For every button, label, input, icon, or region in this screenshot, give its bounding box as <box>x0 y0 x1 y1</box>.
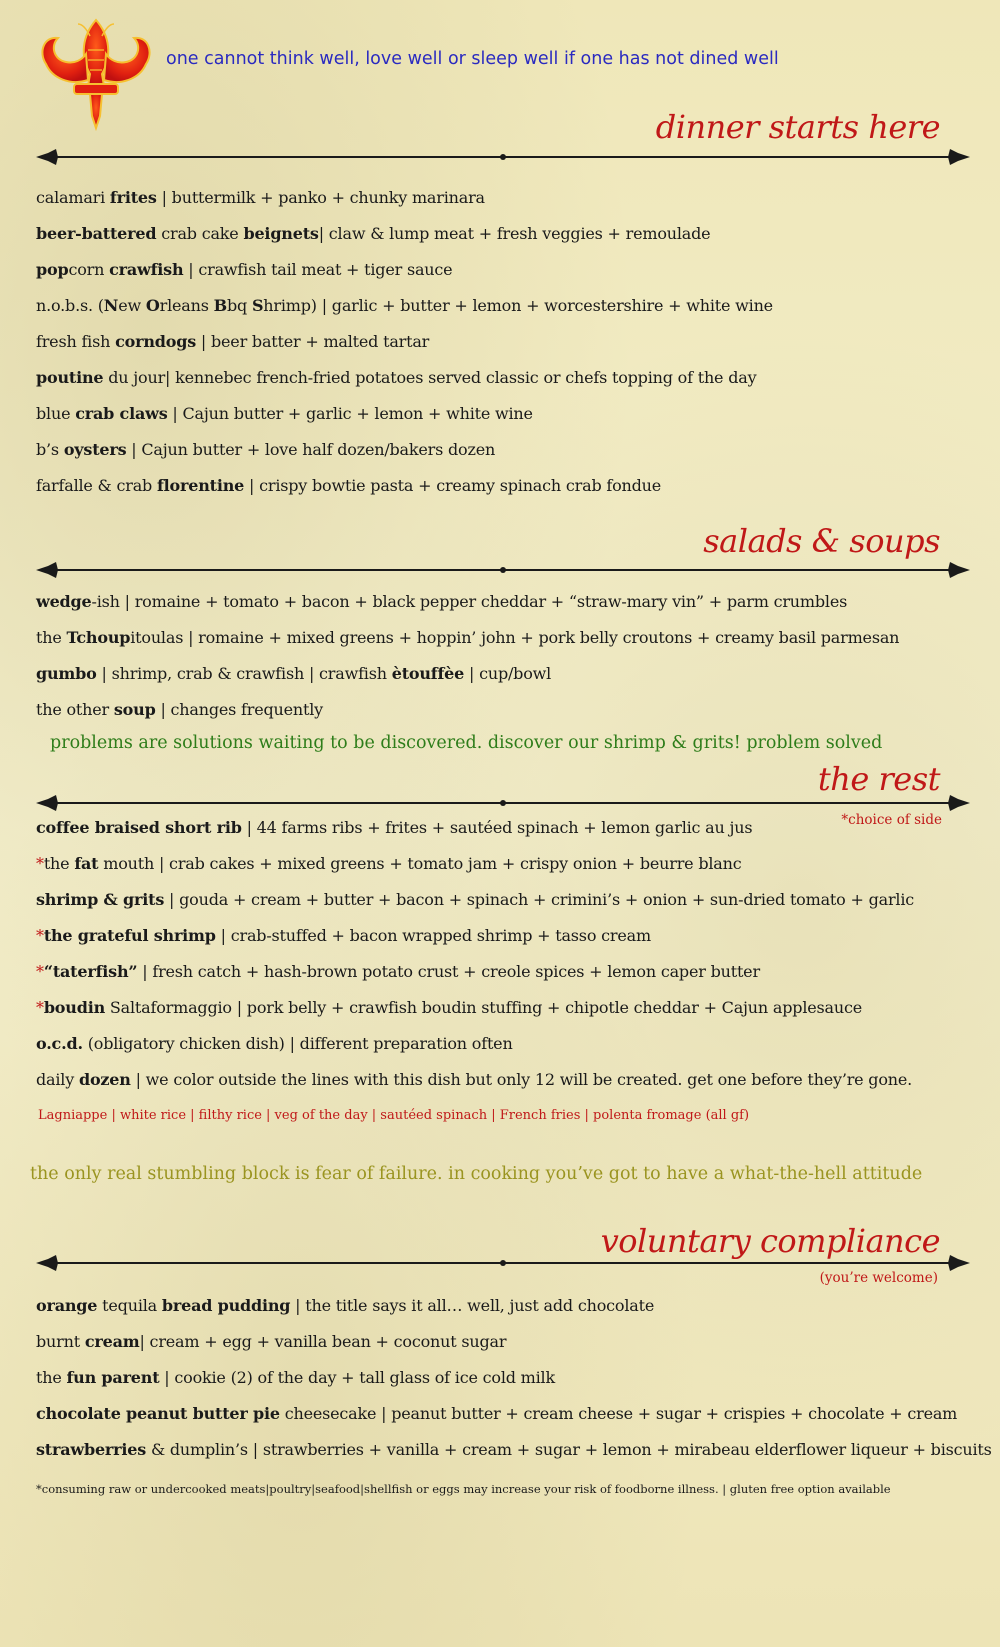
menu-item-text: burnt <box>36 1332 85 1351</box>
menu-item <box>36 476 661 495</box>
menu-item-highlight: ètouffèe <box>391 664 465 683</box>
menu-item <box>36 854 742 873</box>
menu-item-highlight: bread pudding <box>161 1296 291 1315</box>
menu-item <box>36 332 429 351</box>
menu-item-text: ew <box>118 296 146 315</box>
menu-item <box>36 998 862 1017</box>
menu-item-text: the <box>36 1368 67 1387</box>
menu-item-text: mouth | crab cakes + mixed greens + tomato jam + crispy onion + beurre blanc <box>98 854 742 873</box>
menu-item-text: cheesecake | peanut butter + cream cheese + sugar + crispies + chocolate + cream <box>279 1404 958 1423</box>
menu-item-text: | crab-stuffed + bacon wrapped shrimp + tasso cream <box>215 926 651 945</box>
menu-item-text: | crawfish tail meat + tiger sauce <box>183 260 453 279</box>
section-title-rest: the rest <box>817 760 940 798</box>
menu-item-highlight: coffee braised short rib <box>36 818 242 837</box>
menu-item-highlight: shrimp & grits <box>36 890 165 909</box>
menu-item-highlight: crab claws <box>75 404 168 423</box>
food-safety-disclaimer: *consuming raw or undercooked meats|poultry|seafood|shellfish or eggs may increase your risk of foodborne illness. | gluten free option available <box>36 1482 891 1496</box>
menu-item-highlight: B <box>213 296 227 315</box>
menu-item <box>36 440 495 459</box>
spicy-star-marker: * <box>36 854 44 873</box>
menu-item-text: the <box>43 854 75 873</box>
menu-item-highlight: frites <box>109 188 157 207</box>
quote-shrimp-grits: problems are solutions waiting to be discovered. discover our shrimp & grits! problem solved <box>50 733 883 753</box>
menu-item-text: | Cajun butter + love half dozen/bakers dozen <box>126 440 496 459</box>
menu-item <box>36 890 914 909</box>
menu-item-highlight: wedge <box>36 592 92 611</box>
menu-item-text: the <box>36 628 67 647</box>
menu-item <box>36 1034 513 1053</box>
fleur-de-lis-crawfish-logo <box>30 16 162 136</box>
menu-item-text: du jour| kennebec french-fried potatoes served classic or chefs topping of the day <box>103 368 757 387</box>
menu-item <box>36 962 760 981</box>
spicy-star-marker: * <box>36 926 44 945</box>
section-title-starters: dinner starts here <box>655 108 940 146</box>
menu-item-highlight: florentine <box>156 476 245 495</box>
menu-item-highlight: fat <box>74 854 99 873</box>
menu-item-text: | gouda + cream + butter + bacon + spinach + crimini’s + onion + sun-dried tomato + garlic <box>164 890 914 909</box>
menu-item-highlight: cream <box>84 1332 140 1351</box>
menu-item-highlight: S <box>251 296 264 315</box>
menu-item-text: | buttermilk + panko + chunky marinara <box>156 188 485 207</box>
menu-item <box>36 818 752 837</box>
menu-item-text: | claw & lump meat + fresh veggies + remoulade <box>318 224 711 243</box>
menu-item-text: | 44 farms ribs + frites + sautéed spinach + lemon garlic au jus <box>241 818 753 837</box>
menu-item-text: fresh fish <box>36 332 116 351</box>
menu-item <box>36 1296 654 1315</box>
tagline: one cannot think well, love well or sleep well if one has not dined well <box>166 49 779 69</box>
menu-item-text: farfalle & crab <box>36 476 157 495</box>
menu-item-highlight: orange <box>36 1296 98 1315</box>
menu-item-highlight: soup <box>113 700 156 719</box>
menu-item <box>36 592 847 611</box>
section-title-salads: salads & soups <box>703 522 940 560</box>
menu-item <box>36 296 773 315</box>
menu-item-text: tequila <box>97 1296 162 1315</box>
menu-item-text: | fresh catch + hash-brown potato crust + creole spices + lemon caper butter <box>137 962 760 981</box>
menu-item-highlight: “taterfish” <box>43 962 138 981</box>
section-divider <box>36 561 970 579</box>
menu-item <box>36 224 710 243</box>
menu-item-text: | cup/bowl <box>464 664 552 683</box>
menu-item <box>36 700 323 719</box>
menu-item-text: | Cajun butter + garlic + lemon + white wine <box>167 404 533 423</box>
section-divider <box>36 148 970 166</box>
menu-item-text: n.o.b.s. ( <box>36 296 104 315</box>
menu-item <box>36 1440 992 1459</box>
spicy-star-marker: * <box>36 962 44 981</box>
menu-item <box>36 1404 957 1423</box>
menu-item-highlight: o.c.d. <box>36 1034 83 1053</box>
menu-item-text: | cream + egg + vanilla bean + coconut sugar <box>139 1332 507 1351</box>
menu-item <box>36 1332 506 1351</box>
menu-item-highlight: oysters <box>63 440 127 459</box>
menu-item-text: rleans <box>159 296 214 315</box>
menu-item-highlight: gumbo <box>36 664 97 683</box>
menu-item-highlight: strawberries <box>36 1440 147 1459</box>
section-title-desserts: voluntary compliance <box>600 1222 940 1260</box>
menu-item-highlight: pop <box>36 260 69 279</box>
menu-item-text: | shrimp, crab & crawfish | crawfish <box>96 664 392 683</box>
menu-item-highlight: poutine <box>36 368 104 387</box>
menu-item <box>36 188 485 207</box>
menu-item-highlight: N <box>103 296 119 315</box>
menu-item-text: | beer batter + malted tartar <box>196 332 430 351</box>
menu-item <box>36 664 551 683</box>
menu-item-text: | cookie (2) of the day + tall glass of ice cold milk <box>159 1368 555 1387</box>
menu-item-text: Saltaformaggio | pork belly + crawfish boudin stuffing + chipotle cheddar + Cajun applesauce <box>105 998 862 1017</box>
menu-item-highlight: corndogs <box>115 332 197 351</box>
menu-item <box>36 260 452 279</box>
menu-item-text: itoulas | romaine + mixed greens + hoppin’ john + pork belly croutons + creamy basil parmesan <box>130 628 900 647</box>
menu-item-highlight: crawfish <box>109 260 184 279</box>
menu-item-text: the other <box>36 700 114 719</box>
menu-item <box>36 1368 555 1387</box>
menu-item-text: b’s <box>36 440 64 459</box>
menu-item-text: | we color outside the lines with this dish but only 12 will be created. get one before they’re gone. <box>130 1070 913 1089</box>
menu-item-text: | crispy bowtie pasta + creamy spinach crab fondue <box>244 476 662 495</box>
menu-item-highlight: the grateful shrimp <box>43 926 216 945</box>
menu-item-highlight: beer-battered <box>36 224 157 243</box>
menu-item-highlight: fun parent <box>66 1368 160 1387</box>
menu-item-highlight: Tchoup <box>66 628 131 647</box>
menu-item-text: crab cake <box>156 224 244 243</box>
menu-item <box>36 404 533 423</box>
menu-item <box>36 628 899 647</box>
menu-item-text: (obligatory chicken dish) | different preparation often <box>82 1034 513 1053</box>
menu-item-text: -ish | romaine + tomato + bacon + black pepper cheddar + “straw-mary vin” + parm crumbles <box>91 592 848 611</box>
lagniappe-sides: Lagniappe | white rice | filthy rice | veg of the day | sautéed spinach | French fries | polenta fromage (all gf) <box>38 1108 750 1123</box>
menu-item-text: calamari <box>36 188 110 207</box>
menu-item-highlight: boudin <box>43 998 106 1017</box>
section-divider <box>36 794 970 812</box>
spicy-star-marker: * <box>36 998 44 1017</box>
menu-item-highlight: dozen <box>78 1070 131 1089</box>
menu-item-text: daily <box>36 1070 79 1089</box>
menu-item-highlight: chocolate peanut butter pie <box>36 1404 280 1423</box>
menu-item <box>36 368 756 387</box>
menu-item-text: | the title says it all… well, just add chocolate <box>290 1296 655 1315</box>
youre-welcome-note: (you’re welcome) <box>819 1270 938 1286</box>
menu-item-highlight: O <box>145 296 160 315</box>
menu-item-text: corn <box>68 260 110 279</box>
menu-item-text: bq <box>226 296 252 315</box>
menu-item-text: & dumplin’s | strawberries + vanilla + cream + sugar + lemon + mirabeau elderflower liqueur + biscuits <box>146 1440 992 1459</box>
menu-item-highlight: beignets <box>243 224 319 243</box>
menu-item <box>36 926 651 945</box>
menu-item-text: | changes frequently <box>155 700 324 719</box>
menu-item-text: hrimp) | garlic + butter + lemon + worcestershire + white wine <box>263 296 773 315</box>
menu-item-text: blue <box>36 404 76 423</box>
menu-item <box>36 1070 912 1089</box>
choice-of-side-note: *choice of side <box>841 812 942 828</box>
quote-fear-of-failure: the only real stumbling block is fear of failure. in cooking you’ve got to have a what-the-hell attitude <box>30 1164 923 1184</box>
